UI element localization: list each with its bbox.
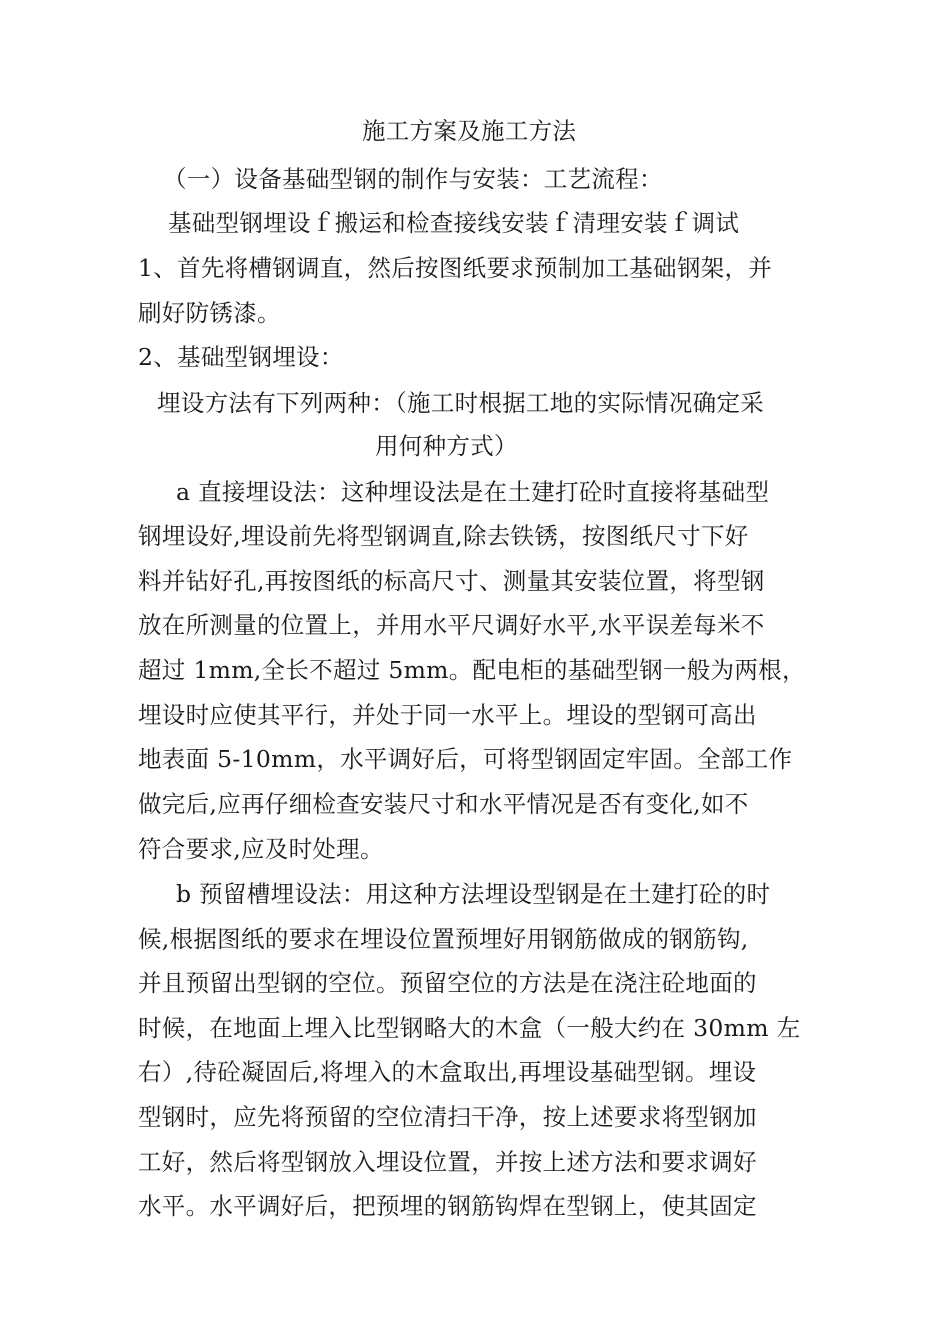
step1-line: 1、首先将槽钢调直，然后按图纸要求预制加工基础钢架，并 xyxy=(138,254,773,282)
method-b-line: 并且预留出型钢的空位。预留空位的方法是在浇注砼地面的 xyxy=(138,969,757,997)
method-b-line: 候,根据图纸的要求在埋设位置预埋好用钢筋做成的钢筋钩, xyxy=(138,925,749,953)
methods-intro-line: 用何种方式） xyxy=(375,432,518,460)
method-a-line: 埋设时应使其平行，并处于同一水平上。埋设的型钢可高出 xyxy=(138,701,757,729)
method-b-line: 工好，然后将型钢放入埋设位置，并按上述方法和要求调好 xyxy=(138,1148,757,1176)
step2-heading: 2、基础型钢埋设： xyxy=(138,343,344,371)
method-b-line: b 预留槽埋设法：用这种方法埋设型钢是在土建打砼的时 xyxy=(176,880,771,908)
method-a-line: 符合要求,应及时处理。 xyxy=(138,835,384,863)
method-b-line: 型钢时，应先将预留的空位清扫干净，按上述要求将型钢加 xyxy=(138,1103,757,1131)
method-a-line: 做完后,应再仔细检查安装尺寸和水平情况是否有变化,如不 xyxy=(138,790,749,818)
process-flow: 基础型钢埋设ｆ搬运和检查接线安装ｆ清理安装ｆ调试 xyxy=(168,209,740,237)
document-title: 施工方案及施工方法 xyxy=(362,117,577,145)
method-a-line: 钢埋设好,埋设前先将型钢调直,除去铁锈，按图纸尺寸下好 xyxy=(138,522,749,550)
methods-intro-line: 埋设方法有下列两种：（施工时根据工地的实际情况确定采 xyxy=(157,389,765,417)
method-a-line: 超过 1mm,全长不超过 5mm。配电柜的基础型钢一般为两根， xyxy=(138,656,806,684)
method-b-line: 时候，在地面上埋入比型钢略大的木盒（一般大约在 30mm 左 xyxy=(138,1014,801,1042)
method-b-line: 右）,待砼凝固后,将埋入的木盒取出,再埋设基础型钢。埋设 xyxy=(138,1058,757,1086)
section-intro: （一）设备基础型钢的制作与安装：工艺流程： xyxy=(163,165,663,193)
method-a-line: 地表面 5-10mm，水平调好后，可将型钢固定牢固。全部工作 xyxy=(138,745,793,773)
method-b-line: 水平。水平调好后，把预埋的钢筋钩焊在型钢上，使其固定 xyxy=(138,1192,757,1220)
method-a-line: 放在所测量的位置上，并用水平尺调好水平,水平误差每米不 xyxy=(138,611,765,639)
step1-line: 刷好防锈漆。 xyxy=(138,299,281,327)
method-a-line: a 直接埋设法：这种埋设法是在土建打砼时直接将基础型 xyxy=(176,478,770,506)
method-a-line: 料并钻好孔,再按图纸的标高尺寸、测量其安装位置，将型钢 xyxy=(138,567,765,595)
